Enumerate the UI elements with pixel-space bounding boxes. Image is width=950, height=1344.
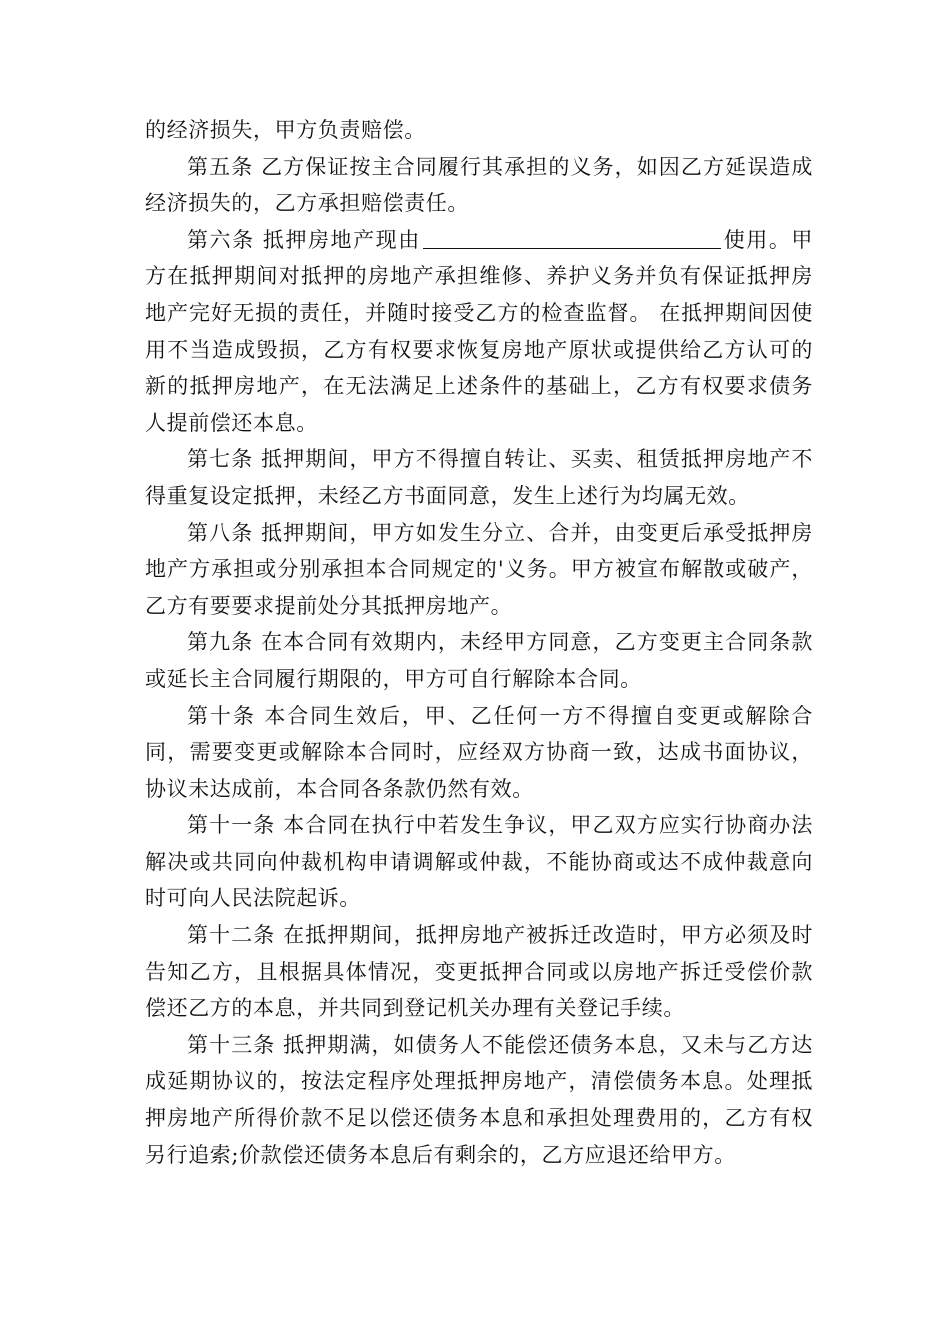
article-8: 第八条 抵押期间，甲方如发生分立、合并，由变更后承受抵押房地产方承担或分别承担本合同规定的'义务。甲方被宣布解散或破产，乙方有要要求提前处分其抵押房地产。 xyxy=(145,520,813,618)
fill-in-blank[interactable] xyxy=(423,228,721,249)
article-6-lead: 第六条 抵押房地产现由 xyxy=(187,227,421,252)
article-5: 第五条 乙方保证按主合同履行其承担的义务，如因乙方延误造成经济损失的，乙方承担赔偿责任。 xyxy=(145,154,813,216)
article-11: 第十一条 本合同在执行中若发生争议，甲乙双方应实行协商办法解决或共同向仲裁机构申请调解或仲裁，不能协商或达不成仲裁意向时可向人民法院起诉。 xyxy=(145,813,813,911)
article-7: 第七条 抵押期间，甲方不得擅自转让、买卖、租赁抵押房地产不得重复设定抵押，未经乙方书面同意，发生上述行为均属无效。 xyxy=(145,447,813,508)
article-12: 第十二条 在抵押期间，抵押房地产被拆迁改造时，甲方必须及时告知乙方，且根据具体情况，变更抵押合同或以房地产拆迁受偿价款偿还乙方的本息，并共同到登记机关办理有关登记手续。 xyxy=(145,923,813,1021)
article-6 xyxy=(145,222,813,442)
article-13: 第十三条 抵押期满，如债务人不能偿还债务本息，又未与乙方达成延期协议的，按法定程序处理抵押房地产，清偿债务本息。处理抵押房地产所得价款不足以偿还债务本息和承担处理费用的，乙方有权另行追索;价款偿还债务本息后有剩余的，乙方应退还给甲方。 xyxy=(145,1032,813,1167)
document-page xyxy=(145,112,813,1173)
article-10: 第十条 本合同生效后，甲、乙任何一方不得擅自变更或解除合同，需要变更或解除本合同时，应经双方协商一致，达成书面协议，协议未达成前，本合同各条款仍然有效。 xyxy=(145,703,813,801)
article-6-rest: 使用。甲方在抵押期间对抵押的房地产承担维修、养护义务并负有保证抵押房地产完好无损的责任，并随时接受乙方的检查监督。 在抵押期间因使用不当造成毁损，乙方有权要求恢复房地产原状或提供给乙方认可的新的抵押房地产，在无法满足上述条件的基础上，乙方有权要求债务人提前偿还本息。 xyxy=(145,227,813,435)
paragraph-continuation: 的经济损失，甲方负责赔偿。 xyxy=(145,118,426,142)
article-9: 第九条 在本合同有效期内，未经甲方同意，乙方变更主合同条款或延长主合同履行期限的，甲方可自行解除本合同。 xyxy=(145,630,813,691)
